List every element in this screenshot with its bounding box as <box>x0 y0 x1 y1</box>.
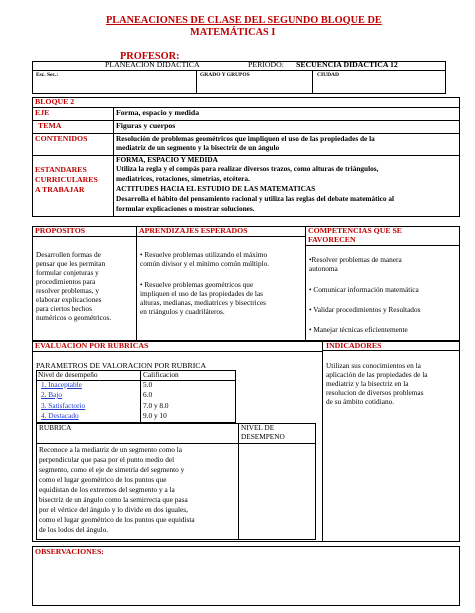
tema-label: TEMA <box>38 121 62 130</box>
level-row-3-name[interactable]: 3. Satisfactorio <box>41 401 86 410</box>
aprendizaje-2-line-1: • Resuelve problemas geométricos que <box>140 280 254 289</box>
observaciones-heading: OBSERVACIONES: <box>35 547 104 556</box>
competencia-4: • Manejar técnicas eficientemente <box>309 325 408 334</box>
parametros-label: PARAMETROS DE VALORACION POR RUBRICA <box>36 361 207 370</box>
ciudad-label: CIUDAD <box>317 72 339 78</box>
esc-sec-label: Esc. Sec.: <box>36 72 59 78</box>
estandares-label-1: ESTANDARES <box>35 165 87 174</box>
page-title-line-1: PLANEACIONES DE CLASE DEL SEGUNDO BLOQUE DE <box>106 15 382 26</box>
propositos-line-2: pensar que les permitan <box>36 259 106 268</box>
level-row-4-score: 9.0 y 10 <box>143 411 167 420</box>
competencia-3: • Validar procedimientos y Resultados <box>309 305 421 314</box>
level-row-1-name[interactable]: 1. Inaceptable <box>41 380 82 389</box>
calificacion-header: Calificacion <box>143 370 179 379</box>
aprendizaje-1-line-2: común divisor y el mínimo común múltiplo. <box>140 259 270 268</box>
estandar-line-1: FORMA, ESPACIO Y MEDIDA <box>116 155 218 164</box>
aprendizajes-heading: APRENDIZAJES ESPERADOS <box>139 226 248 235</box>
indicadores-line-2: aplicación de las propiedades de la <box>326 370 428 379</box>
eje-label: EJE <box>35 108 50 117</box>
contenidos-line-2: mediatriz de un segmento y la bisectriz de un ángulo <box>116 143 280 152</box>
propositos-line-4: procedimientos para <box>36 277 96 286</box>
secuencia-label: SECUENCIA DIDACTICA 12 <box>296 60 398 69</box>
competencias-heading-1: COMPETENCIAS QUE SE <box>308 226 403 235</box>
rubrica-line-2: perpendicular que pasa por el punto medio del <box>39 455 175 464</box>
contenidos-line-1: Resolución de problemas geométricos que impliquen el uso de las propiedades de la <box>116 134 375 143</box>
periodo-label: PERIODO: <box>248 60 284 69</box>
nivel-header-line-2: DESEMPENO <box>241 432 285 441</box>
level-row-1-score: 5.0 <box>143 380 153 389</box>
nivel-header-line-1: NIVEL DE <box>241 423 275 432</box>
estandar-line-5: Desarrolla el hábito del pensamiento racional y utiliza las reglas del debate matemático al <box>116 194 394 203</box>
aprendizaje-2-line-3: alturas, medianas, mediatrices y bisectrices <box>140 298 267 307</box>
rubrica-line-1: Reconoce a la mediatriz de un segmento como la <box>39 445 183 454</box>
indicadores-line-3: mediatriz y la bisectriz en la <box>326 379 409 388</box>
estandar-line-6: formular explicaciones o mostrar soluciones. <box>116 204 255 213</box>
tema-value: Figuras y cuerpos <box>116 121 176 130</box>
competencia-1-line-1: •Resolver problemas de manera <box>309 255 402 264</box>
rubrica-line-5: equidistan de los extremos del segmento y a la <box>39 485 175 494</box>
propositos-line-8: numéricos o geométricos. <box>36 313 112 322</box>
rubrica-header: RUBRICA <box>39 423 72 432</box>
estandar-line-2: Utiliza la regla y el compás para realizar diversos trazos, como alturas de triángulos, <box>116 164 379 173</box>
estandares-label-2: CURRICULARES <box>35 175 98 184</box>
level-row-3-score: 7.0 y 8.0 <box>143 401 169 410</box>
rubrica-line-9: de los lodos del ángulo. <box>39 525 109 534</box>
eje-value: Forma, espacio y medida <box>116 108 200 117</box>
estandares-label-3: A TRABAJAR <box>35 185 85 194</box>
evaluacion-heading: EVALUACION POR RUBRICAS <box>35 341 149 350</box>
estandar-line-3: mediatrices, rotaciones, simetrías, etcétera. <box>116 174 250 183</box>
profesor-label: PROFESOR: <box>120 51 180 62</box>
rubrica-line-8: como el lugar geométrico de los puntos que equidista <box>39 515 195 524</box>
aprendizaje-1-line-1: • Resuelve problemas utilizando el máximo <box>140 250 268 259</box>
planeacion-label: PLANEACION DIDACTICA <box>105 60 200 69</box>
level-row-2-score: 6.0 <box>143 390 153 399</box>
competencias-heading-2: FAVORECEN <box>308 235 356 244</box>
bloque-label: BLOQUE 2 <box>35 97 75 106</box>
rubrica-line-3: segmento, como el eje de simetría del segmento y <box>39 465 185 474</box>
propositos-line-3: formular conjeturas y <box>36 268 99 277</box>
propositos-line-5: resolver problemas, y <box>36 286 100 295</box>
nivel-desempeno-header: Nivel de desempeño <box>38 370 98 379</box>
contenidos-label: CONTENIDOS <box>35 134 88 143</box>
level-row-2-name[interactable]: 2. Bajo <box>41 390 63 399</box>
competencia-1-line-2: autonoma <box>309 264 338 273</box>
rubrica-line-6: bisectriz de un ángulo como la semirrecta que pasa <box>39 495 188 504</box>
rubrica-line-7: por el vértice del ángulo y lo divide en dos iguales, <box>39 505 188 514</box>
page-title-line-2: MATEMÁTICAS I <box>190 27 276 38</box>
aprendizaje-2-line-2: impliquen el uso de las propiedades de las <box>140 289 264 298</box>
estandar-line-4: ACTITUDES HACIA EL ESTUDIO DE LAS MATEMATICAS <box>116 184 316 193</box>
indicadores-line-5: de su ámbito cotidiano. <box>326 397 395 406</box>
competencia-2: • Comunicar información matemática <box>309 285 419 294</box>
rubrica-line-4: como el lugar geométrico de los puntos que <box>39 475 167 484</box>
indicadores-line-4: resolucion de diversos problemas <box>326 388 424 397</box>
grado-label: GRADO Y GRUPOS <box>200 72 250 78</box>
indicadores-heading: INDICADORES <box>326 341 382 350</box>
propositos-line-1: Desarrollen formas de <box>36 250 101 259</box>
indicadores-line-1: Utilizan sus conocimientos en la <box>326 361 421 370</box>
propositos-heading: PROPOSITOS <box>35 226 86 235</box>
propositos-line-6: elaborar explicaciones <box>36 295 102 304</box>
level-row-4-name[interactable]: 4. Destacado <box>41 411 79 420</box>
aprendizaje-2-line-4: en triángulos y cuadriláteros. <box>140 307 225 316</box>
propositos-line-7: para ciertos hechos <box>36 304 92 313</box>
